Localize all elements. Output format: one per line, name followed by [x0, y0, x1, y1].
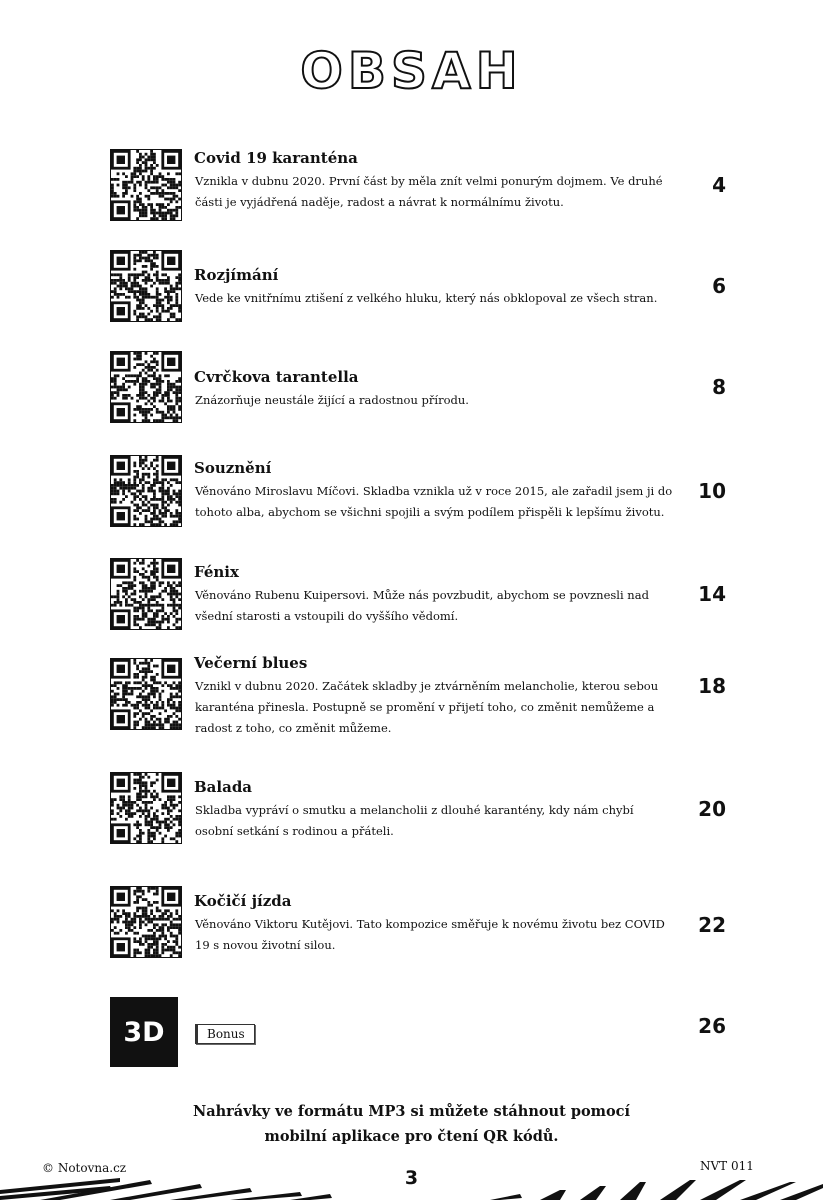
entry-description: Věnováno Miroslavu Míčovi. Skladba vznikla už v roce 2015, ale zařadil jsem ji do tohoto alba, abychom se všichni spojili a svým podílem přispěli k lepšímu životu.	[195, 484, 673, 519]
toc-entry	[110, 149, 750, 219]
entry-description: Skladba vypráví o smutku a melancholii z dlouhé karantény, kdy nám chybí osobní setkání s rodinou a přáteli.	[195, 803, 634, 838]
entry-description: Věnováno Viktoru Kutějovi. Tato kompozice směřuje k novému životu bez COVID 19 s novou životní silou.	[195, 917, 665, 952]
entry-title: Fénix	[194, 563, 239, 581]
decorative-stripes	[0, 1176, 823, 1200]
qr-code-icon[interactable]	[110, 558, 182, 630]
entry-title: Souznění	[194, 459, 272, 477]
entry-description: Znázorňuje neustále žijící a radostnou přírodu.	[195, 393, 469, 407]
toc-entry	[110, 455, 750, 525]
toc-entry	[110, 772, 750, 842]
qr-code-icon[interactable]	[110, 250, 182, 322]
qr-code-icon[interactable]	[110, 149, 182, 221]
qr-code-icon[interactable]	[110, 772, 182, 844]
toc-entry	[110, 250, 750, 320]
toc-entry	[110, 351, 750, 421]
catalog-code: NVT 011	[700, 1159, 754, 1173]
entry-description: Vede ke vnitřnímu ztišení z velkého hluku, který nás obklopoval ze všech stran.	[195, 291, 658, 305]
toc-entry	[110, 654, 750, 735]
entry-page-number: 6	[712, 274, 726, 298]
entry-page-number: 18	[698, 674, 726, 698]
copyright: © Notovna.cz	[42, 1161, 127, 1175]
entry-description: Věnováno Rubenu Kuipersovi. Může nás povzbudit, abychom se povznesli nad všední starosti a vstoupili do vyššího vědomí.	[195, 588, 649, 623]
qr-code-icon[interactable]	[110, 351, 182, 423]
download-note-line-1: Nahrávky ve formátu MP3 si můžete stáhnout pomocí	[192, 1103, 631, 1120]
entry-title: Cvrčkova tarantella	[194, 368, 359, 386]
entry-page-number: 22	[698, 913, 726, 937]
qr-code-icon[interactable]	[110, 886, 182, 958]
entry-page-number: 4	[712, 173, 726, 197]
bonus-page-number: 26	[698, 1014, 726, 1038]
entry-title: Rozjímání	[194, 266, 279, 284]
download-note	[0, 1099, 823, 1149]
qr-code-icon[interactable]	[110, 455, 182, 527]
entry-page-number: 14	[698, 582, 726, 606]
3d-tile: 3D	[110, 997, 178, 1067]
toc-entry	[110, 558, 750, 628]
entry-title: Covid 19 karanténa	[194, 149, 358, 167]
entry-description: Vznikla v dubnu 2020. První část by měla znít velmi ponurým dojmem. Ve druhé části je vyjádřená naděje, radost a návrat k normálnímu životu.	[195, 174, 663, 209]
entry-title: Večerní blues	[194, 654, 308, 672]
entry-page-number: 20	[698, 797, 726, 821]
entry-description: Vznikl v dubnu 2020. Začátek skladby je ztvárněním melancholie, kterou sebou karanténa přinesla. Postupně se promění v přijetí toho, co změnit nemůžeme a radost z toho, co změnit můžeme.	[195, 679, 659, 735]
download-note-line-2: mobilní aplikace pro čtení QR kódů.	[264, 1128, 559, 1145]
toc-entry	[110, 886, 750, 956]
entry-title: Balada	[194, 778, 253, 796]
entry-page-number: 8	[712, 375, 726, 399]
entry-page-number: 10	[698, 479, 726, 503]
page-number: 3	[404, 1167, 419, 1189]
entry-title: Kočičí jízda	[194, 892, 292, 910]
bonus-button[interactable]: Bonus	[195, 1024, 255, 1044]
page-title: OBSAH	[300, 42, 523, 100]
qr-code-icon[interactable]	[110, 658, 182, 730]
